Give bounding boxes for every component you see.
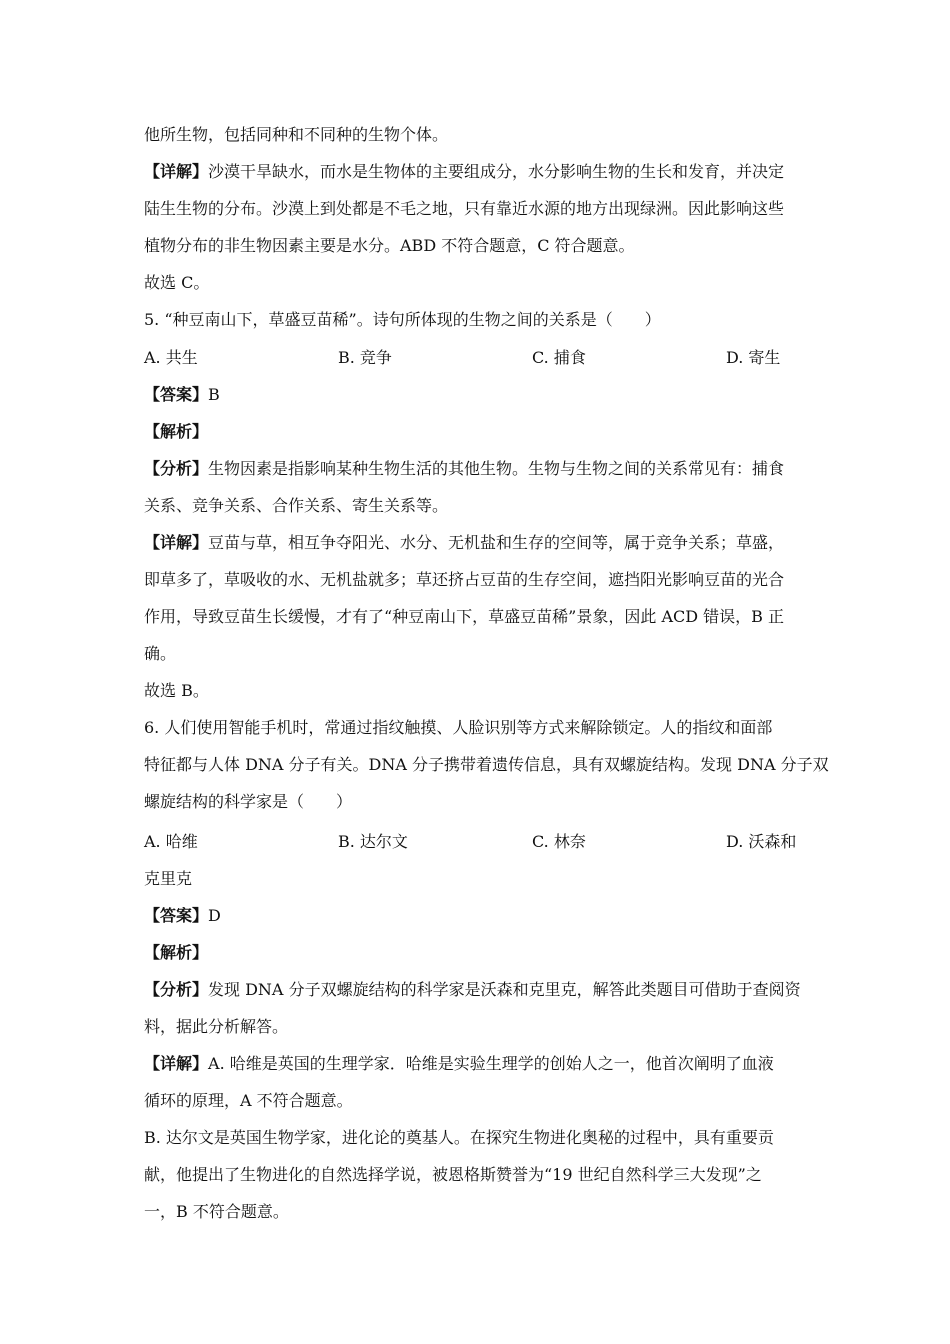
q5-option-b: B. 竞争 — [338, 348, 392, 367]
text-line: 螺旋结构的科学家是（ ） — [144, 792, 353, 811]
question-6: 6. 人们使用智能手机时，常通过指纹触摸、人脸识别等方式来解除锁定。人的指纹和面部 — [144, 718, 773, 737]
analysis-heading — [144, 943, 814, 963]
text-line: 关系、竞争关系、合作关系、寄生关系等。 — [144, 496, 449, 515]
q6-option-d: D. 沃森和 — [726, 832, 797, 851]
text-line: 陆生生物的分布。沙漠上到处都是不毛之地，只有靠近水源的地方出现绿洲。因此影响这些 — [144, 199, 785, 218]
answer-tag: 【答案】 — [144, 385, 209, 404]
text-line: 一，B 不符合题意。 — [144, 1202, 289, 1221]
fenxi-tag: 【分析】 — [144, 980, 209, 999]
analysis-tag: 【解析】 — [144, 943, 209, 962]
answer-line: 【答案】B — [144, 385, 220, 404]
answer-line: 【答案】D — [144, 906, 221, 925]
detail-tag: 【详解】 — [144, 1054, 209, 1073]
q5-option-c: C. 捕食 — [532, 348, 586, 367]
detail-tag: 【详解】 — [144, 162, 209, 181]
text-line: 特征都与人体 DNA 分子有关。DNA 分子携带着遗传信息，具有双螺旋结构。发现 DNA 分子双 — [144, 755, 829, 774]
analysis-heading — [144, 422, 814, 442]
analysis-tag: 【解析】 — [144, 422, 209, 441]
answer-tag: 【答案】 — [144, 906, 209, 925]
q6-option-b: B. 达尔文 — [338, 832, 408, 851]
q6-option-c: C. 林奈 — [532, 832, 586, 851]
text-line: 【详解】豆苗与草，相互争夺阳光、水分、无机盐和生存的空间等，属于竞争关系；草盛， — [144, 533, 785, 552]
q5-option-a: A. 共生 — [144, 348, 198, 367]
text-line: 即草多了，草吸收的水、无机盐就多；草还挤占豆苗的生存空间，遮挡阳光影响豆苗的光合 — [144, 570, 785, 589]
text-line: 【详解】A. 哈维是英国的生理学家．哈维是实验生理学的创始人之一，他首次阐明了血液 — [144, 1054, 774, 1073]
text-line: 【分析】生物因素是指影响某种生物生活的其他生物。生物与生物之间的关系常见有：捕食 — [144, 459, 785, 478]
text-line: 他所生物，包括同种和不同种的生物个体。 — [144, 125, 449, 144]
question-5: 5. “种豆南山下，草盛豆苗稀”。诗句所体现的生物之间的关系是（ ） — [144, 310, 661, 329]
text-line: 献，他提出了生物进化的自然选择学说，被恩格斯赞誉为“19 世纪自然科学三大发现”之 — [144, 1165, 762, 1184]
text-line: 作用，导致豆苗生长缓慢，才有了“种豆南山下，草盛豆苗稀”景象，因此 ACD 错误，B 正 — [144, 607, 785, 626]
text-line: 克里克 — [144, 869, 193, 888]
q5-option-d: D. 寄生 — [726, 348, 781, 367]
q6-option-a: A. 哈维 — [144, 832, 198, 851]
text-line: 【分析】发现 DNA 分子双螺旋结构的科学家是沃森和克里克，解答此类题目可借助于查阅资 — [144, 980, 801, 999]
text-line: 故选 C。 — [144, 273, 210, 292]
detail-tag: 【详解】 — [144, 533, 209, 552]
text-line: 料，据此分析解答。 — [144, 1017, 289, 1036]
text-line: 故选 B。 — [144, 681, 209, 700]
text-line: 确。 — [144, 644, 177, 663]
fenxi-tag: 【分析】 — [144, 459, 209, 478]
text-line: B. 达尔文是英国生物学家，进化论的奠基人。在探究生物进化奥秘的过程中，具有重要贡 — [144, 1128, 774, 1147]
text-line: 【详解】沙漠干旱缺水，而水是生物体的主要组成分，水分影响生物的生长和发育，并决定 — [144, 162, 785, 181]
text-line: 循环的原理，A 不符合题意。 — [144, 1091, 353, 1110]
text-line: 植物分布的非生物因素主要是水分。ABD 不符合题意，C 符合题意。 — [144, 236, 635, 255]
